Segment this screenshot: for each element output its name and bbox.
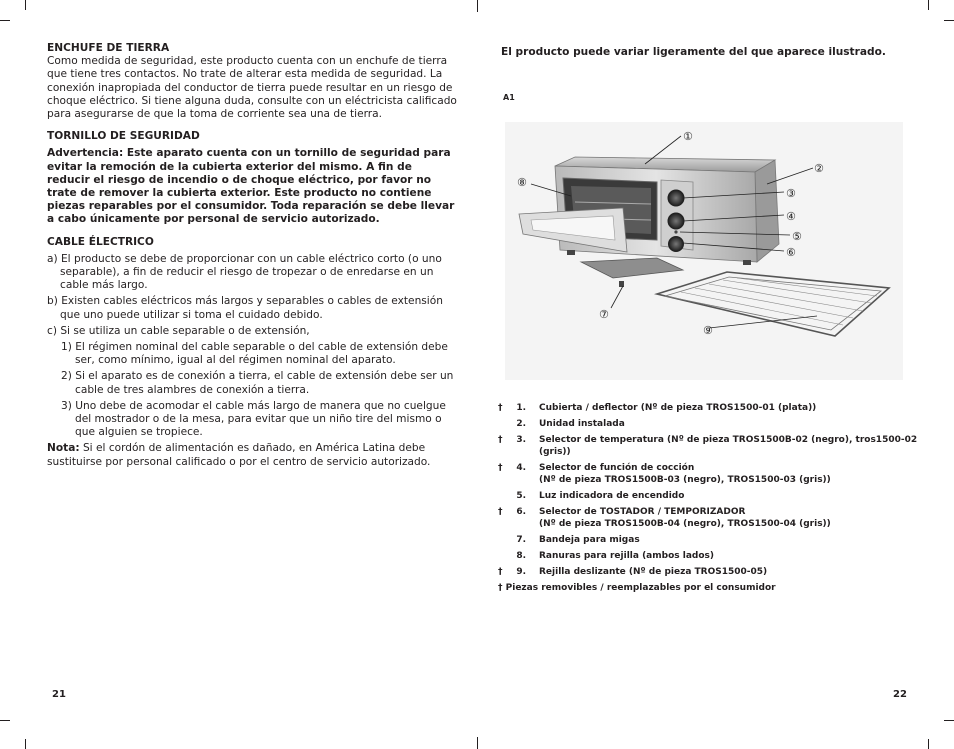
note-label: Nota: (47, 442, 80, 455)
dagger-mark (498, 418, 512, 430)
part-name: Selector de TOSTADOR / TEMPORIZADOR (539, 507, 746, 517)
callout-5: ⑤ (792, 230, 802, 243)
section-title-cord: CABLE ÉLECTRICO (47, 235, 154, 248)
part-name: Selector de función de cocción (539, 463, 695, 473)
crop-mark (0, 20, 10, 21)
dagger-mark (498, 534, 512, 546)
cord-subitem-2: 2) Si el aparato es de conexión a tierra, el cable de extensión debe ser un cable de tres alambres de conexión a tierra. (61, 370, 454, 396)
crop-mark (928, 739, 929, 749)
part-name: Rejilla deslizante (539, 567, 626, 577)
part-number: 3. (516, 435, 526, 445)
cord-subitem-3: 3) Uno debe de acomodar el cable más largo de manera que no cuelgue del mostrador o de la mesa, para evitar que un niño tire del mismo o que alguien se tropiece. (61, 399, 446, 439)
callout-3: ③ (786, 187, 796, 200)
section-title-safety-screw: TORNILLO DE SEGURIDAD (47, 130, 200, 143)
part-description (539, 490, 918, 502)
parts-list-item (498, 462, 918, 486)
part-number: 2. (516, 419, 526, 429)
page-number-left: 21 (52, 689, 66, 700)
cord-item-c: c) Si se utiliza un cable separable o de extensión, (47, 324, 310, 337)
parts-list-item (498, 550, 918, 562)
part-name: Luz indicadora de encendido (539, 491, 685, 501)
dagger-mark (498, 550, 512, 562)
part-description (539, 550, 918, 562)
parts-list-item (498, 402, 918, 414)
dagger-mark: † (498, 403, 503, 413)
part-name: Selector de temperatura (539, 435, 664, 445)
callout-4: ④ (786, 210, 796, 223)
part-number: 4. (516, 463, 526, 473)
part-number: 5. (516, 491, 526, 501)
cord-subitem-1: 1) El régimen nominal del cable separable o del cable de extensión debe ser, como mínimo, igual al del régimen nominal del aparato. (61, 341, 448, 367)
part-description (539, 434, 918, 458)
crop-mark (944, 720, 954, 721)
crop-mark (944, 20, 954, 21)
parts-footnote: † Piezas removibles / reemplazables por el consumidor (498, 583, 776, 593)
dagger-mark: † (498, 507, 503, 517)
left-column (47, 42, 457, 469)
part-name: Cubierta / deflector (539, 403, 638, 413)
section-body-safety-screw: Advertencia: Este aparato cuenta con un tornillo de seguridad para evitar la remoción de la cubierta exterior del mismo. A fin de reducir el riesgo de incendio o de choque eléctrico, por favor no trate de remover la cubierta exterior. Este producto no contiene piezas reparables por el consumidor. Toda reparación se debe llevar a cabo únicamente por personal de servicio autorizado. (47, 147, 455, 226)
part-description (539, 402, 918, 414)
callout-8: ⑧ (517, 176, 527, 189)
parts-list-item (498, 434, 918, 458)
part-detail: (Nº de pieza TROS1500B-04 (negro), TROS1500-04 (gris)) (539, 519, 831, 529)
part-detail: (Nº de pieza TROS1500-05) (625, 567, 768, 577)
parts-list-item (498, 418, 918, 430)
part-description (539, 462, 918, 486)
parts-list-item (498, 490, 918, 502)
parts-list-item (498, 506, 918, 530)
note-paragraph (47, 442, 457, 468)
part-name: Ranuras para rejilla (ambos lados) (539, 551, 715, 561)
part-name: Bandeja para migas (539, 535, 640, 545)
part-number: 6. (516, 507, 526, 517)
callout-9: ⑨ (703, 324, 713, 337)
part-detail: (Nº de pieza TROS1500B-02 (negro), tros1500-02 (gris)) (539, 435, 918, 457)
crop-mark (928, 0, 929, 10)
part-number: 1. (516, 403, 526, 413)
note-body: Si el cordón de alimentación es dañado, en América Latina debe sustituirse por personal calificado o por el centro de servicio autorizado. (47, 442, 431, 468)
parts-list (498, 402, 918, 594)
toaster-oven-illustration (505, 122, 903, 380)
gutter-mark (477, 0, 478, 12)
cord-item-b: b) Existen cables eléctricos más largos y separables o cables de extensión que uno puede utilizar si toma el cuidado debido. (47, 295, 443, 321)
part-detail: (Nº de pieza TROS1500-01 (plata)) (637, 403, 817, 413)
cord-item-a: a) El producto se debe de proporcionar con un cable eléctrico corto (o uno separable), a fin de reducir el riesgo de tropezar o de enredarse en un cable más largo. (47, 252, 442, 292)
part-number: 7. (516, 535, 526, 545)
dagger-mark (498, 490, 512, 502)
gutter-mark (477, 737, 478, 749)
part-number: 8. (516, 551, 526, 561)
figure-label: A1 (503, 93, 515, 102)
crop-mark (25, 0, 26, 10)
callout-2: ② (814, 162, 824, 175)
crop-mark (0, 720, 10, 721)
part-description (539, 418, 918, 430)
part-description (539, 534, 918, 546)
part-name: Unidad instalada (539, 419, 625, 429)
dagger-mark: † (498, 435, 503, 445)
parts-list-item (498, 534, 918, 546)
section-body-ground-plug: Como medida de seguridad, este producto cuenta con un enchufe de tierra que tiene tres contactos. No trate de alterar esta medida de seguridad. La conexión inapropiada del conductor de tierra puede resultar en un riesgo de choque eléctrico. Si tiene alguna duda, consulte con un eléctricista calificado para asegurarse de que la toma de corriente sea una de tierra. (47, 55, 457, 121)
parts-list-item (498, 566, 918, 578)
figure-disclaimer: El producto puede variar ligeramente del que aparece ilustrado. (501, 46, 886, 58)
callout-6: ⑥ (786, 246, 796, 259)
callout-1: ① (683, 130, 693, 143)
crop-mark (25, 739, 26, 749)
dagger-mark: † (498, 567, 503, 577)
callout-7: ⑦ (599, 308, 609, 321)
part-detail: (Nº de pieza TROS1500B-03 (negro), TROS1500-03 (gris)) (539, 475, 831, 485)
part-number: 9. (516, 567, 526, 577)
page-number-right: 22 (893, 689, 907, 700)
section-title-ground-plug: ENCHUFE DE TIERRA (47, 42, 170, 54)
part-description (539, 506, 918, 530)
part-description (539, 566, 918, 578)
dagger-mark: † (498, 463, 503, 473)
